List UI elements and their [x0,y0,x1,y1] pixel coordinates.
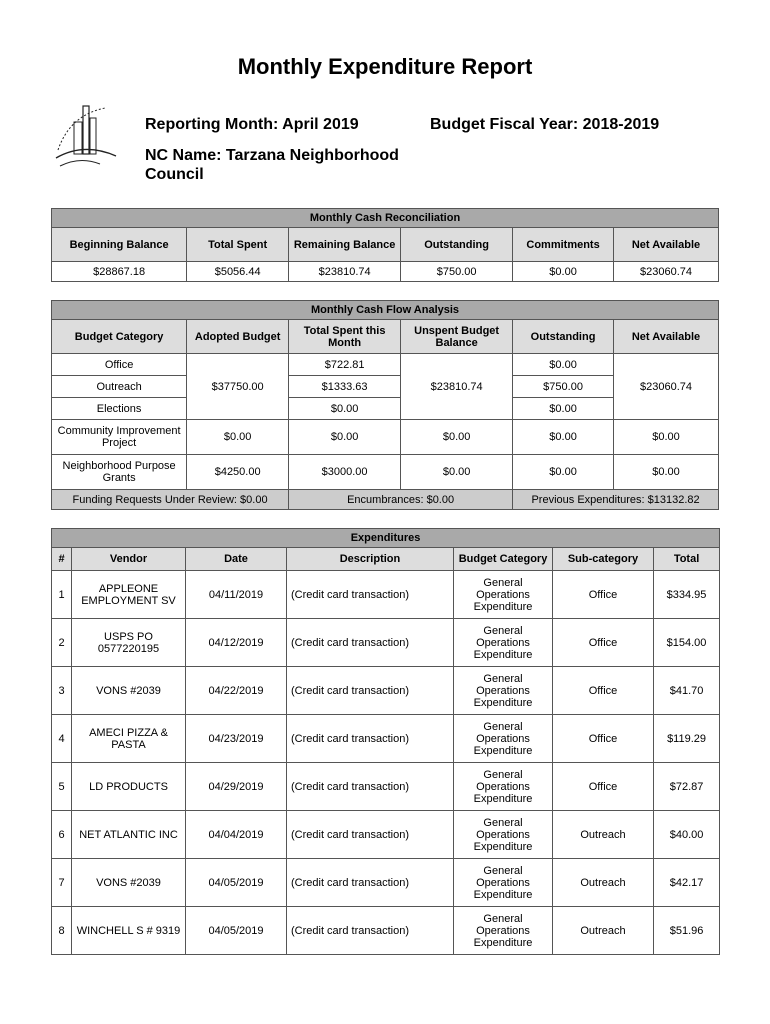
date-cell: 04/04/2019 [186,811,287,859]
budget-category-cell: General Operations Expenditure [454,715,553,763]
col-subcategory: Sub-category [553,548,654,571]
vendor-cell: LD PRODUCTS [72,763,186,811]
vendor-cell: USPS PO 0577220195 [72,619,186,667]
description-cell: (Credit card transaction) [287,811,454,859]
previous-expenditures: Previous Expenditures: $13132.82 [513,490,719,510]
table-row [52,619,720,667]
npg-outstanding: $0.00 [513,455,614,490]
date-cell: 04/29/2019 [186,763,287,811]
fiscal-year: Budget Fiscal Year: 2018-2019 [430,116,660,133]
vendor-cell: VONS #2039 [72,859,186,907]
office-outstanding: $0.00 [513,354,614,376]
category-outreach: Outreach [52,376,187,398]
date-cell: 04/23/2019 [186,715,287,763]
budget-category-cell: General Operations Expenditure [454,907,553,955]
col-outstanding: Outstanding [513,320,614,354]
subcategory-cell: Outreach [553,859,654,907]
cip-adopted: $0.00 [187,420,289,455]
description-cell: (Credit card transaction) [287,571,454,619]
total-cell: $40.00 [654,811,720,859]
table-row [52,455,719,490]
expenditures-table [51,528,720,955]
date-cell: 04/11/2019 [186,571,287,619]
expenditures-caption: Expenditures [52,529,720,548]
col-adopted-budget: Adopted Budget [187,320,289,354]
table-row [52,667,720,715]
npg-adopted: $4250.00 [187,455,289,490]
col-total-spent-month: Total Spent this Month [289,320,401,354]
vendor-cell: AMECI PIZZA & PASTA [72,715,186,763]
vendor-cell: NET ATLANTIC INC [72,811,186,859]
total-cell: $334.95 [654,571,720,619]
description-cell: (Credit card transaction) [287,763,454,811]
description-cell: (Credit card transaction) [287,667,454,715]
nc-name [145,146,399,184]
date-cell: 04/12/2019 [186,619,287,667]
total-cell: $154.00 [654,619,720,667]
col-budget-category: Budget Category [52,320,187,354]
npg-spent: $3000.00 [289,455,401,490]
elections-outstanding: $0.00 [513,398,614,420]
row-number: 8 [52,907,72,955]
outreach-spent: $1333.63 [289,376,401,398]
col-total: Total [654,548,720,571]
general-net-available: $23060.74 [614,354,719,420]
date-cell: 04/22/2019 [186,667,287,715]
general-unspent-balance: $23810.74 [401,354,513,420]
col-outstanding: Outstanding [401,228,513,262]
table-row [52,571,720,619]
col-commitments: Commitments [513,228,614,262]
col-net-available: Net Available [614,320,719,354]
outreach-outstanding: $750.00 [513,376,614,398]
row-number: 7 [52,859,72,907]
report-title: Monthly Expenditure Report [237,54,533,79]
cip-spent: $0.00 [289,420,401,455]
budget-category-cell: General Operations Expenditure [454,811,553,859]
remaining-balance-value: $23810.74 [289,262,401,282]
total-cell: $51.96 [654,907,720,955]
description-cell: (Credit card transaction) [287,907,454,955]
total-spent-value: $5056.44 [187,262,289,282]
col-date: Date [186,548,287,571]
total-cell: $41.70 [654,667,720,715]
col-net-available: Net Available [614,228,719,262]
total-cell: $42.17 [654,859,720,907]
description-cell: (Credit card transaction) [287,715,454,763]
cip-net: $0.00 [614,420,719,455]
table-row [52,811,720,859]
description-cell: (Credit card transaction) [287,619,454,667]
row-number: 4 [52,715,72,763]
budget-category-cell: General Operations Expenditure [454,571,553,619]
col-description: Description [287,548,454,571]
table-row [52,907,720,955]
subcategory-cell: Outreach [553,907,654,955]
elections-spent: $0.00 [289,398,401,420]
description-cell: (Credit card transaction) [287,859,454,907]
col-number: # [52,548,72,571]
cash-flow-caption: Monthly Cash Flow Analysis [52,301,719,320]
cash-flow-table [51,300,719,510]
table-row [52,859,720,907]
budget-category-cell: General Operations Expenditure [454,763,553,811]
table-row [52,715,720,763]
net-available-value: $23060.74 [614,262,719,282]
vendor-cell: VONS #2039 [72,667,186,715]
npg-unspent: $0.00 [401,455,513,490]
npg-net: $0.00 [614,455,719,490]
budget-category-cell: General Operations Expenditure [454,859,553,907]
general-adopted-budget: $37750.00 [187,354,289,420]
subcategory-cell: Office [553,763,654,811]
vendor-cell: APPLEONE EMPLOYMENT SV [72,571,186,619]
subcategory-cell: Office [553,667,654,715]
row-number: 1 [52,571,72,619]
table-row [52,354,719,376]
office-spent: $722.81 [289,354,401,376]
commitments-value: $0.00 [513,262,614,282]
budget-category-cell: General Operations Expenditure [454,667,553,715]
total-cell: $72.87 [654,763,720,811]
col-unspent-budget: Unspent Budget Balance [401,320,513,354]
council-logo [50,100,120,175]
row-number: 5 [52,763,72,811]
col-remaining-balance: Remaining Balance [289,228,401,262]
beginning-balance-value: $28867.18 [52,262,187,282]
subcategory-cell: Office [553,619,654,667]
reporting-month: Reporting Month: April 2019 [145,116,359,133]
category-elections: Elections [52,398,187,420]
budget-category-cell: General Operations Expenditure [454,619,553,667]
category-office: Office [52,354,187,376]
total-cell: $119.29 [654,715,720,763]
col-vendor: Vendor [72,548,186,571]
col-beginning-balance: Beginning Balance [52,228,187,262]
cip-unspent: $0.00 [401,420,513,455]
row-number: 6 [52,811,72,859]
vendor-cell: WINCHELL S # 9319 [72,907,186,955]
outstanding-value: $750.00 [401,262,513,282]
col-total-spent: Total Spent [187,228,289,262]
reconciliation-caption: Monthly Cash Reconciliation [52,209,719,228]
subcategory-cell: Outreach [553,811,654,859]
col-budget-category: Budget Category [454,548,553,571]
subcategory-cell: Office [553,715,654,763]
category-cip: Community Improvement Project [52,420,187,455]
table-row [52,420,719,455]
date-cell: 04/05/2019 [186,907,287,955]
funding-requests: Funding Requests Under Review: $0.00 [52,490,289,510]
nc-name-line1: NC Name: Tarzana Neighborhood [145,147,399,164]
cash-reconciliation-table [51,208,719,282]
category-npg: Neighborhood Purpose Grants [52,455,187,490]
row-number: 3 [52,667,72,715]
table-row [52,763,720,811]
date-cell: 04/05/2019 [186,859,287,907]
encumbrances: Encumbrances: $0.00 [289,490,513,510]
cip-outstanding: $0.00 [513,420,614,455]
subcategory-cell: Office [553,571,654,619]
row-number: 2 [52,619,72,667]
nc-name-line2: Council [145,166,204,183]
